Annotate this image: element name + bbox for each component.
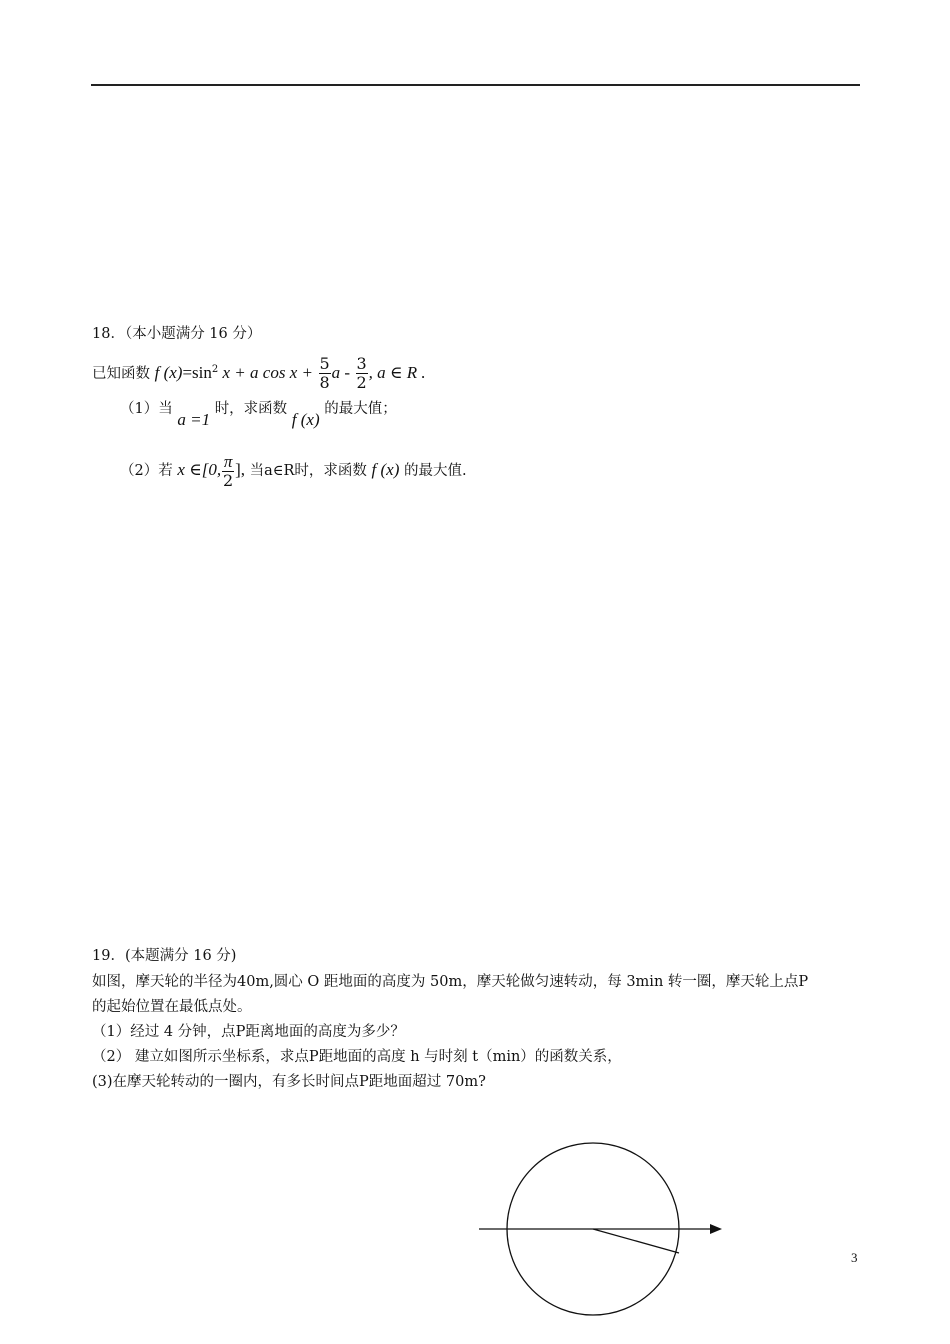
q18-formula-b: x + a cos x + [218, 362, 313, 382]
q18-intro-text: 已知函数 [92, 365, 150, 382]
q19-part3: (3)在摩天轮转动的一圈内，有多长时间点P距地面超过 70m? [92, 1074, 486, 1090]
q18-formula-sup: 2 [211, 364, 219, 375]
q18-heading: 18．（本小题满分 16 分） [92, 326, 262, 342]
q18-frac1-num: 5 [319, 354, 330, 374]
x-axis-arrowhead [710, 1224, 722, 1234]
q18-part1-cond: a =1 [177, 410, 211, 429]
q19-part1: （1）经过 4 分钟，点P距离地面的高度为多少？ [92, 1024, 405, 1040]
q18-part2-cond-end: ], [235, 460, 246, 479]
q18-part2-cond: x ∈[0, [177, 460, 222, 479]
q18-frac2-num: 3 [356, 354, 367, 374]
q18-formula-d: , a ∈ R . [368, 362, 426, 382]
q18-frac1-den: 8 [319, 373, 330, 393]
q18-part1-prefix: （1）当 [120, 401, 173, 417]
page-number: 3 [851, 1250, 858, 1265]
q18-formula-a: =sin [182, 362, 212, 382]
q18-part1-fx: f (x) [291, 410, 320, 429]
q18-part2-prefix: （2）若 [120, 463, 173, 479]
q18-frac2-den: 2 [356, 373, 367, 393]
q18-formula-c: a - [331, 362, 350, 382]
q18-part2-fx: f (x) [371, 460, 400, 479]
q18-fx: f (x) [154, 362, 183, 382]
q19-text-line2: 的起始位置在最低点处。 [92, 999, 252, 1015]
q19-heading: 19．(本题满分 16 分) [92, 948, 237, 964]
q18-part1-suffix: 的最大值； [324, 401, 397, 417]
q18-part2-mid: 当a∈R时，求函数 [249, 463, 367, 479]
q18-part1-mid: 时，求函数 [214, 401, 288, 417]
q19-text-line1: 如图，摩天轮的半径为40m,圆心 O 距地面的高度为 50m，摩天轮做匀速转动，每 3min 转一圈，摩天轮上点P [92, 974, 809, 990]
radius-line [593, 1229, 679, 1253]
q18-frac3-den: 2 [223, 470, 234, 490]
q18-frac3-num: π [223, 451, 233, 471]
q18-part2-suffix: 的最大值. [403, 463, 467, 479]
q19-part2: （2） 建立如图所示坐标系，求点P距地面的高度 h 与时刻 t（min）的函数关系， [92, 1049, 622, 1065]
